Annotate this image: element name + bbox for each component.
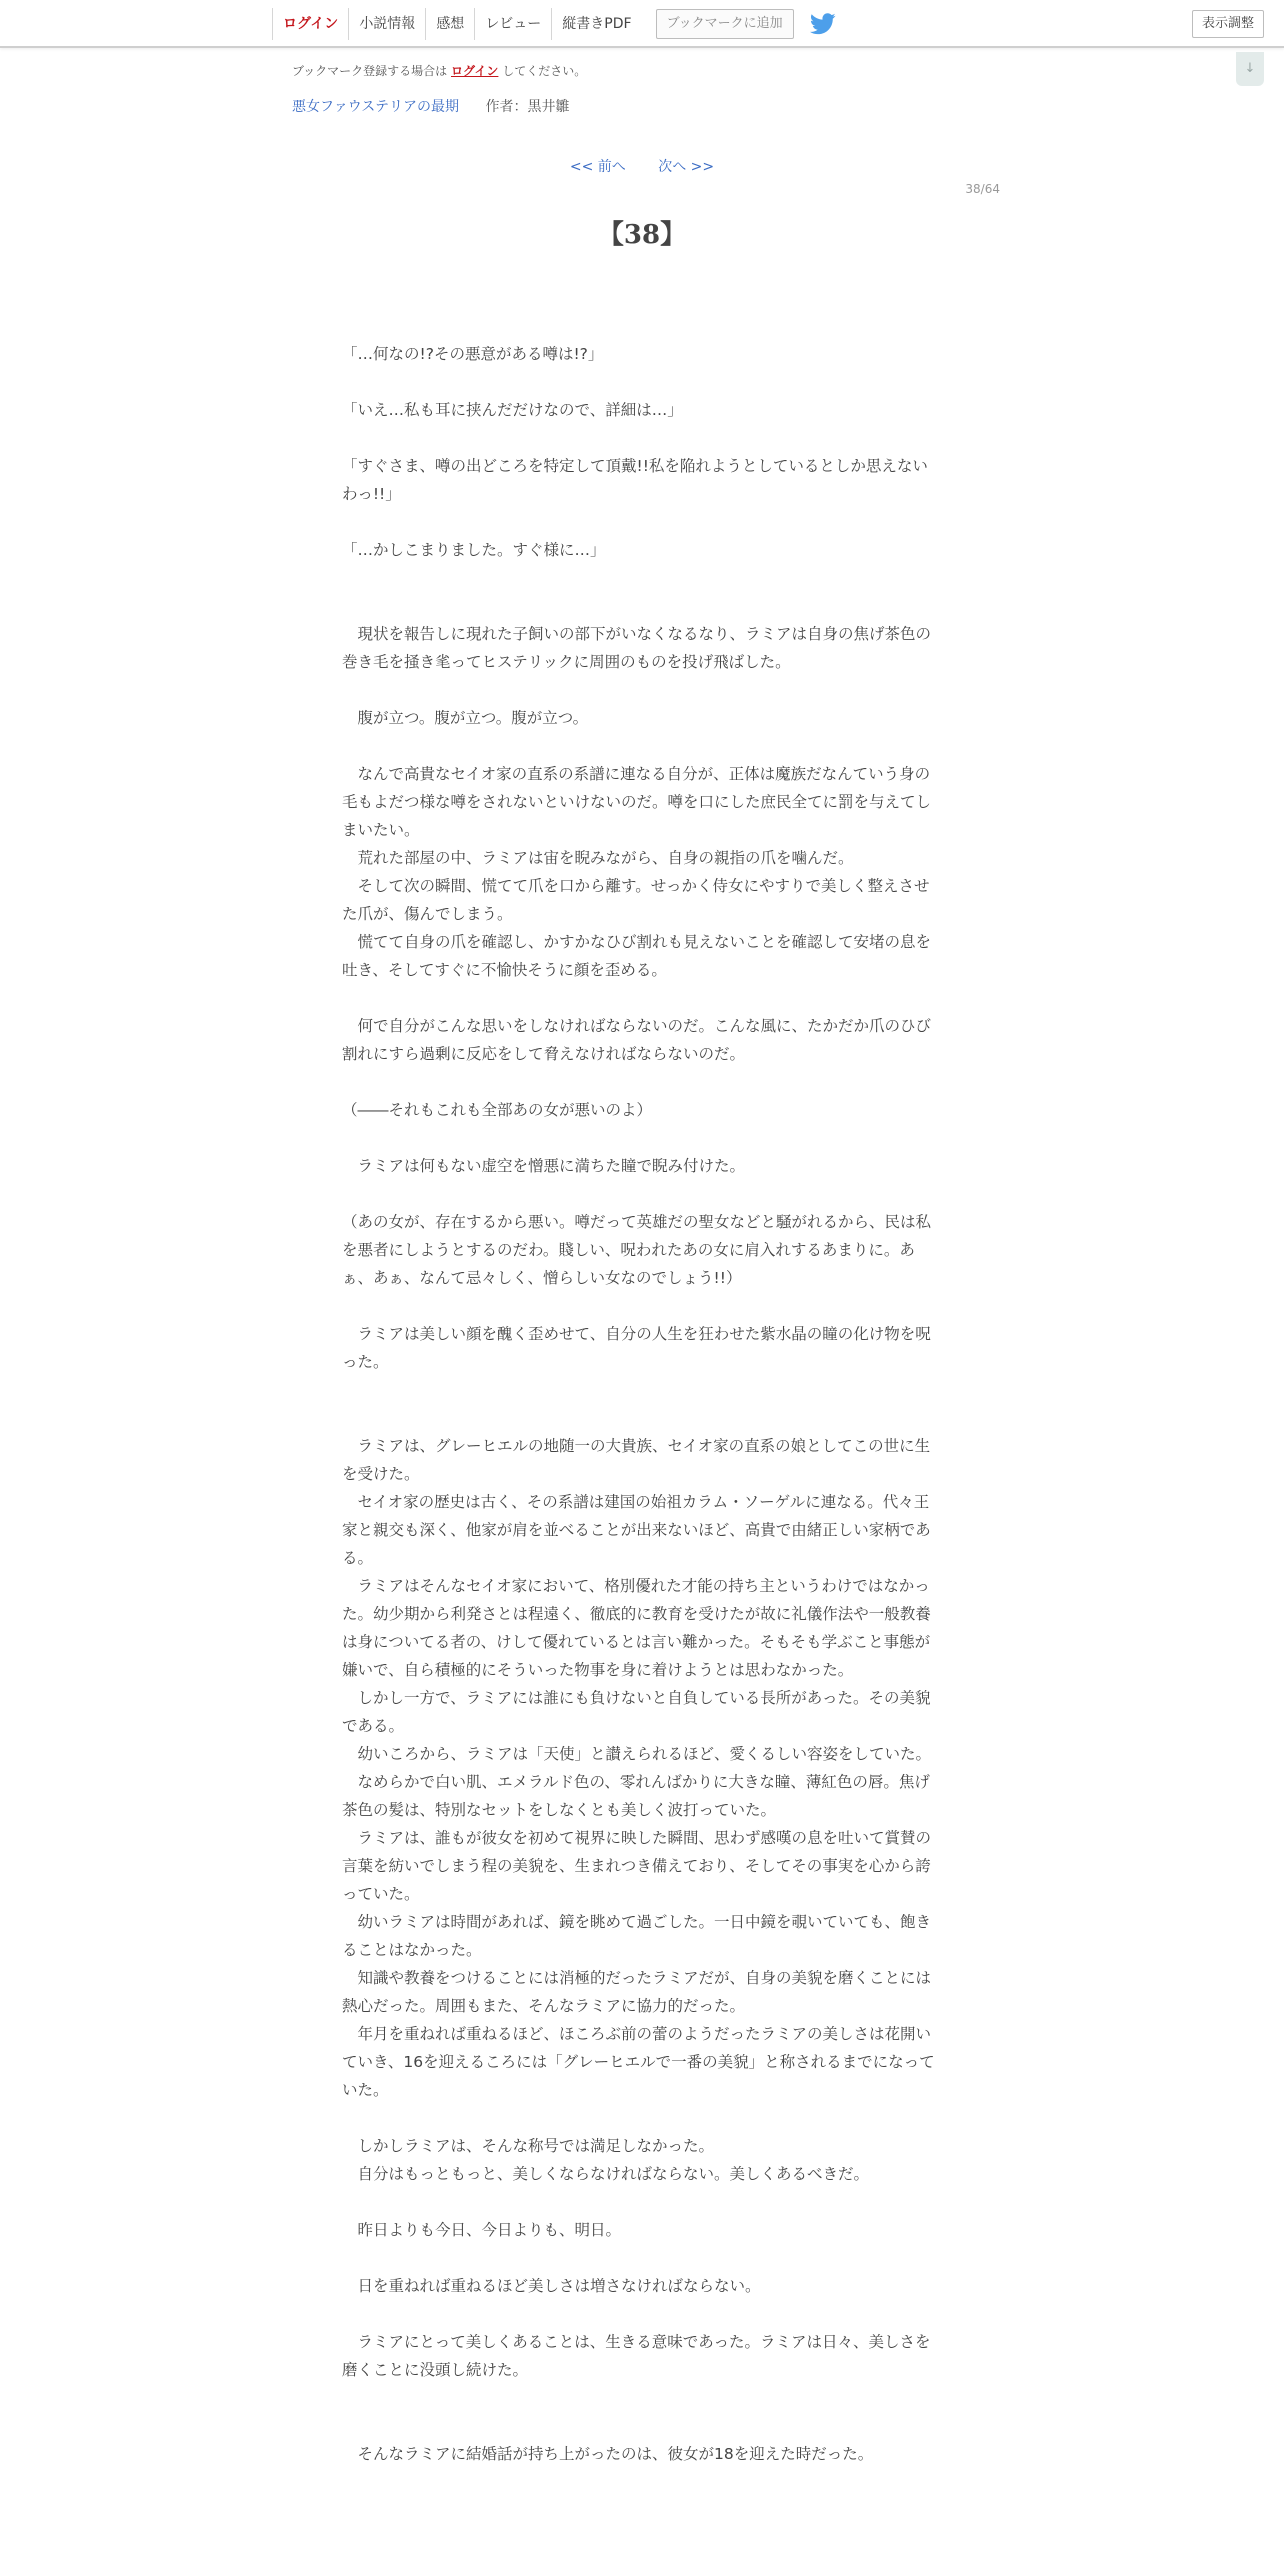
body-line: 「…何なの!?その悪意がある噂は!?」 bbox=[342, 345, 604, 363]
body-line: 幼いラミアは時間があれば、鏡を眺めて過ごした。一日中鏡を覗いていても、飽きることはなかった。 bbox=[342, 1913, 932, 1959]
body-line bbox=[342, 424, 942, 452]
body-line: 「いえ…私も耳に挟んだだけなので、詳細は…」 bbox=[342, 401, 683, 419]
body-line: 自分はもっともっと、美しくならなければならない。美しくあるべきだ。 bbox=[342, 2165, 870, 2183]
body-line bbox=[342, 592, 942, 620]
body-line: 昨日よりも今日、今日よりも、明日。 bbox=[342, 2221, 622, 2239]
body-line bbox=[342, 1292, 942, 1320]
body-line: 何で自分がこんな思いをしなければならないのだ。こんな風に、たかだか爪のひび割れにすら過剰に反応をして脅えなければならないのだ。 bbox=[342, 1017, 932, 1063]
body-line: しかし一方で、ラミアには誰にも負けないと自負している長所があった。その美貌である。 bbox=[342, 1689, 931, 1735]
body-line bbox=[342, 1180, 942, 1208]
body-line: 慌てて自身の爪を確認し、かすかなひび割れも見えないことを確認して安堵の息を吐き、そしてすぐに不愉快そうに顔を歪める。 bbox=[342, 933, 932, 979]
add-bookmark-button[interactable]: ブックマークに追加 bbox=[656, 9, 794, 39]
body-line: ラミアはそんなセイオ家において、格別優れた才能の持ち主というわけではなかった。幼少期から利発さとは程遠く、徹底的に教育を受けたが故に礼儀作法や一般教養は身についてる者の、けして優れているとは言い難かった。そもそも学ぶこと事態が嫌いで、自ら積極的にそういった物事を身に着けようとは思わなかった。 bbox=[342, 1577, 931, 1679]
twitter-icon[interactable] bbox=[810, 13, 836, 35]
body-line bbox=[342, 1404, 942, 1432]
body-line bbox=[342, 2384, 942, 2412]
main-nav bbox=[272, 8, 836, 40]
body-line bbox=[342, 2300, 942, 2328]
body-line: しかしラミアは、そんな称号では満足しなかった。 bbox=[342, 2137, 715, 2155]
page-counter: 38/64 bbox=[965, 182, 1000, 196]
novel-info bbox=[292, 96, 569, 116]
body-line: 年月を重ねれば重ねるほど、ほころぶ前の蕾のようだったラミアの美しさは花開いていき、16を迎えるころには「グレーヒエルで一番の美貌」と称されるまでになっていた。 bbox=[342, 2025, 935, 2099]
body-line bbox=[342, 508, 942, 536]
body-line bbox=[342, 1068, 942, 1096]
body-line: 腹が立つ。腹が立つ。腹が立つ。 bbox=[342, 709, 589, 727]
body-line bbox=[342, 2104, 942, 2132]
body-line: ラミアは何もない虚空を憎悪に満ちた瞳で睨み付けた。 bbox=[342, 1157, 746, 1175]
novel-info-link[interactable]: 小説情報 bbox=[348, 8, 425, 40]
novel-title-link[interactable]: 悪女ファウステリアの最期 bbox=[292, 99, 460, 115]
display-adjust-button[interactable]: 表示調整 bbox=[1192, 10, 1264, 38]
next-chapter-link[interactable]: 次へ >> bbox=[658, 159, 715, 175]
body-line bbox=[342, 1376, 942, 1404]
login-link[interactable]: ログイン bbox=[272, 8, 348, 40]
bookmark-login-notice bbox=[292, 62, 586, 79]
body-line: 「すぐさま、噂の出どころを特定して頂戴!!私を陥れようとしているとしか思えないわっ!!」 bbox=[342, 457, 928, 503]
body-line bbox=[342, 564, 942, 592]
vertical-pdf-link[interactable]: 縦書きPDF bbox=[551, 8, 641, 40]
body-line: なんで高貴なセイオ家の直系の系譜に連なる自分が、正体は魔族だなんていう身の毛もよだつ様な噂をされないといけないのだ。噂を口にした庶民全てに罰を与えてしまいたい。 bbox=[342, 765, 932, 839]
impressions-link[interactable]: 感想 bbox=[425, 8, 474, 40]
body-line: ラミアは美しい顔を醜く歪めせて、自分の人生を狂わせた紫水晶の瞳の化け物を呪った。 bbox=[342, 1325, 931, 1371]
body-line: そんなラミアに結婚話が持ち上がったのは、彼女が18を迎えた時だった。 bbox=[342, 2445, 874, 2463]
novel-body bbox=[342, 340, 942, 2468]
body-line bbox=[342, 676, 942, 704]
body-line bbox=[342, 368, 942, 396]
body-line: （――それもこれも全部あの女が悪いのよ） bbox=[342, 1101, 653, 1119]
notice-suffix: してください。 bbox=[502, 64, 587, 78]
prev-chapter-link[interactable]: << 前へ bbox=[569, 159, 626, 175]
body-line: ラミアは、グレーヒエルの地随一の大貴族、セイオ家の直系の娘としてこの世に生を受けた。 bbox=[342, 1437, 931, 1483]
body-line: 「…かしこまりました。すぐ様に…」 bbox=[342, 541, 606, 559]
body-line: そして次の瞬間、慌てて爪を口から離す。せっかく侍女にやすりで美しく整えさせた爪が、傷んでしまう。 bbox=[342, 877, 930, 923]
body-line: 日を重ねれば重ねるほど美しさは増さなければならない。 bbox=[342, 2277, 761, 2295]
body-line: セイオ家の歴史は古く、その系譜は建国の始祖カラム・ソーゲルに連なる。代々王家と親交も深く、他家が肩を並べることが出来ないほど、高貴で由緒正しい家柄である。 bbox=[342, 1493, 931, 1567]
body-line: 現状を報告しに現れた子飼いの部下がいなくなるなり、ラミアは自身の焦げ茶色の巻き毛を掻き毟ってヒステリックに周囲のものを投げ飛ばした。 bbox=[342, 625, 932, 671]
body-line: なめらかで白い肌、エメラルド色の、零れんばかりに大きな瞳、薄紅色の唇。焦げ茶色の髪は、特別なセットをしなくとも美しく波打っていた。 bbox=[342, 1773, 930, 1819]
body-line bbox=[342, 2244, 942, 2272]
body-line: 荒れた部屋の中、ラミアは宙を睨みながら、自身の親指の爪を噛んだ。 bbox=[342, 849, 854, 867]
body-line bbox=[342, 732, 942, 760]
top-navigation-bar bbox=[0, 0, 1284, 48]
chapter-title: 【38】 bbox=[597, 220, 687, 250]
body-line: ラミアにとって美しくあることは、生きる意味であった。ラミアは日々、美しさを磨くことに没頭し続けた。 bbox=[342, 2333, 931, 2379]
body-line bbox=[342, 2188, 942, 2216]
body-line: ラミアは、誰もが彼女を初めて視界に映した瞬間、思わず感嘆の息を吐いて賞賛の言葉を紡いでしまう程の美貌を、生まれつき備えており、そしてその事実を心から誇っていた。 bbox=[342, 1829, 932, 1903]
body-line: （あの女が、存在するから悪い。噂だって英雄だの聖女などと騒がれるから、民は私を悪者にしようとするのだわ。賤しい、呪われたあの女に肩入れするあまりに。あぁ、あぁ、なんて忌々しく、憎らしい女なのでしょう!!） bbox=[342, 1213, 932, 1287]
review-link[interactable]: レビュー bbox=[474, 8, 551, 40]
body-line: 幼いころから、ラミアは「天使」と讃えられるほど、愛くるしい容姿をしていた。 bbox=[342, 1745, 932, 1763]
chapter-pager bbox=[0, 156, 1284, 176]
arrow-down-icon: ↓ bbox=[1244, 61, 1256, 76]
body-line bbox=[342, 1124, 942, 1152]
notice-login-link[interactable]: ログイン bbox=[451, 64, 499, 78]
scroll-down-tab[interactable] bbox=[1236, 52, 1264, 86]
body-line bbox=[342, 984, 942, 1012]
body-line bbox=[342, 2412, 942, 2440]
notice-prefix: ブックマーク登録する場合は bbox=[292, 64, 448, 78]
body-line: 知識や教養をつけることには消極的だったラミアだが、自身の美貌を磨くことには熱心だった。周囲もまた、そんなラミアに協力的だった。 bbox=[342, 1969, 932, 2015]
author-name: 作者：黒井雛 bbox=[485, 99, 570, 115]
